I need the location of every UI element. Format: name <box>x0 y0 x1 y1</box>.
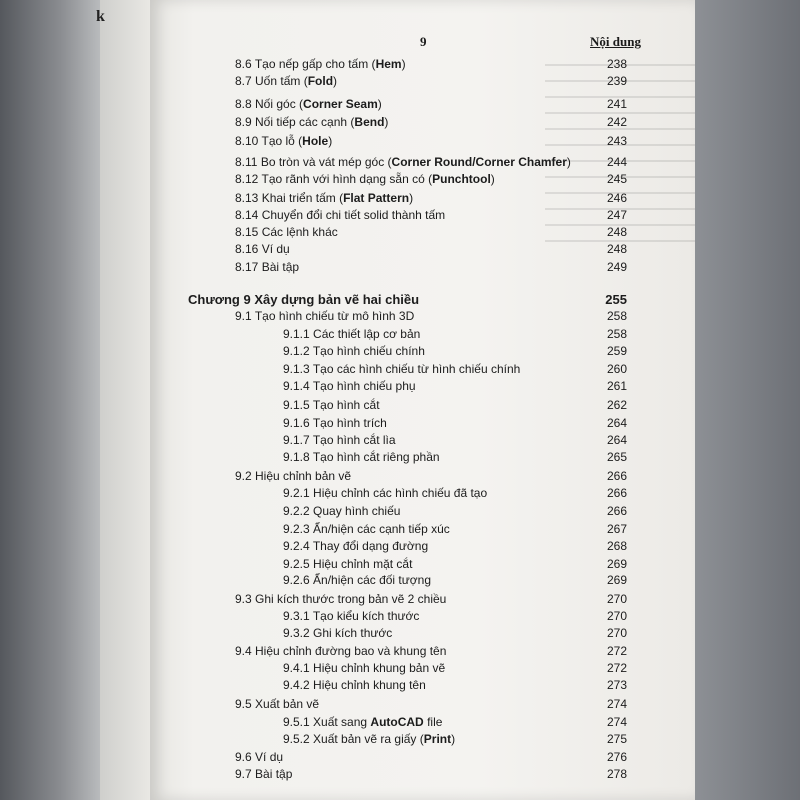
toc-row <box>235 765 627 783</box>
toc-entry-title <box>283 624 392 642</box>
toc-entry-title <box>283 520 450 538</box>
toc-entry-tail: ) <box>451 732 456 746</box>
toc-entry-title <box>235 153 571 171</box>
toc-entry-text: Hiệu chỉnh bản vẽ <box>255 469 352 483</box>
toc-row <box>235 189 627 207</box>
toc-row <box>283 448 627 466</box>
toc-row <box>235 258 627 276</box>
toc-entry-text: Quay hình chiếu <box>313 504 401 518</box>
toc-page-number: 269 <box>606 557 627 571</box>
toc-page-number: 258 <box>606 327 627 341</box>
toc-row <box>235 467 627 485</box>
toc-entry-number: 9.7 <box>235 767 256 781</box>
toc-entry-title <box>235 55 406 73</box>
toc-entry-text: Khai triển tấm ( <box>261 191 344 205</box>
toc-entry-keyword: AutoCAD <box>370 715 424 729</box>
toc-entry-title <box>283 659 445 677</box>
toc-entry-tail: ) <box>409 191 414 205</box>
toc-row <box>235 307 627 325</box>
toc-entry-tail: file <box>423 715 443 729</box>
toc-row <box>283 537 627 555</box>
toc-entry-tail: ) <box>328 134 333 148</box>
toc-page-number: 270 <box>606 592 627 606</box>
toc-entry-tail: ) <box>377 97 382 111</box>
toc-page-number: 243 <box>606 134 627 148</box>
toc-entry-title <box>235 695 319 713</box>
toc-entry-number: 9.4.2 <box>283 678 314 692</box>
toc-entry-number: 9.1.7 <box>283 433 313 447</box>
toc-entry-keyword: Fold <box>307 74 334 88</box>
toc-entry-keyword: Hem <box>375 57 402 71</box>
toc-entry-title <box>283 414 387 432</box>
toc-entry-text: Ví dụ <box>261 242 290 256</box>
toc-row <box>283 624 627 642</box>
toc-page-number: 264 <box>606 433 627 447</box>
toc-entry-number: 8.6 <box>235 57 255 71</box>
toc-page-number: 262 <box>606 398 627 412</box>
toc-entry-title <box>235 258 299 276</box>
toc-entry-text: Chuyển đổi chi tiết solid thành tấm <box>261 208 446 222</box>
toc-page-number: 247 <box>606 208 627 222</box>
toc-entry-text: Hiệu chỉnh mặt cắt <box>313 557 413 571</box>
toc-entry-text: Nối tiếp các cạnh ( <box>255 115 355 129</box>
toc-row <box>235 223 627 241</box>
toc-entry-tail: ) <box>401 57 406 71</box>
toc-entry-text: Xuất bản vẽ ra giấy ( <box>313 732 424 746</box>
toc-row <box>283 607 627 625</box>
toc-entry-text: Hiệu chỉnh khung bản vẽ <box>313 661 446 675</box>
toc-row <box>235 206 627 224</box>
toc-row <box>235 590 627 608</box>
toc-entry-title <box>283 377 416 395</box>
toc-entry-title <box>283 502 400 520</box>
toc-entry-number: 9.1.6 <box>283 416 313 430</box>
toc-entry-number: 9.1.4 <box>283 379 313 393</box>
toc-entry-number: 9.3.1 <box>283 609 313 623</box>
toc-entry-title <box>283 360 520 378</box>
toc-entry-number: 9.1 <box>235 309 255 323</box>
toc-page-number: 258 <box>606 309 627 323</box>
toc-entry-title <box>283 676 426 694</box>
toc-entry-text: Bo tròn và vát mép góc ( <box>260 155 392 169</box>
toc-entry-number: 9.6 <box>235 750 256 764</box>
toc-entry-keyword: Print <box>423 732 452 746</box>
toc-entry-number: Chương 9 <box>188 292 255 307</box>
page-number: 9 <box>420 34 427 49</box>
previous-page-edge <box>100 0 150 800</box>
toc-page-number: 248 <box>606 242 627 256</box>
toc-entry-title <box>235 748 283 766</box>
toc-row <box>235 240 627 258</box>
toc-entry-text: Hiệu chỉnh khung tên <box>313 678 426 692</box>
toc-entry-text: Các thiết lập cơ bản <box>313 327 421 341</box>
toc-entry-text: Thay đổi dạng đường <box>312 539 429 553</box>
toc-page-number: 245 <box>606 172 627 186</box>
toc-page-number: 260 <box>606 362 627 376</box>
toc-entry-number: 8.7 <box>235 74 256 88</box>
toc-entry-title <box>283 484 487 502</box>
spine-mark: k <box>96 8 105 25</box>
toc-page-number: 264 <box>606 416 627 430</box>
toc-page-number: 274 <box>606 697 627 711</box>
toc-entry-number: 9.5.2 <box>283 732 314 746</box>
toc-entry-text: Các lệnh khác <box>261 225 338 239</box>
toc-entry-title <box>235 72 337 90</box>
toc-page-number: 268 <box>606 539 627 553</box>
toc-entry-number: 9.5 <box>235 697 256 711</box>
toc-entry-text: Tạo hình cắt lìa <box>312 433 396 447</box>
toc-row <box>283 414 627 432</box>
toc-entry-number: 9.4 <box>235 644 256 658</box>
toc-entry-text: Tạo hình cắt <box>312 398 380 412</box>
toc-entry-keyword: Corner Round/Corner Chamfer <box>391 155 567 169</box>
toc-entry-number: 9.1.5 <box>283 398 313 412</box>
toc-row <box>235 153 627 171</box>
toc-entry-title <box>283 325 420 343</box>
page-shadow <box>695 0 800 800</box>
toc-page-number: 266 <box>606 504 627 518</box>
toc-row <box>235 72 627 90</box>
toc-page-number: 246 <box>606 191 627 205</box>
toc-row <box>283 431 627 449</box>
toc-entry-text: Hiệu chỉnh các hình chiếu đã tạo <box>313 486 488 500</box>
toc-page-number: 259 <box>606 344 627 358</box>
toc-row <box>235 55 627 73</box>
toc-entry-number: 9.2.2 <box>283 504 314 518</box>
page-header <box>150 30 695 50</box>
toc-entry-text: Nối góc ( <box>255 97 304 111</box>
toc-entry-tail: ) <box>333 74 338 88</box>
toc-entry-title <box>283 537 428 555</box>
toc-entry-text: Xuất sang <box>313 715 371 729</box>
toc-entry-text: Bài tập <box>255 767 293 781</box>
toc-page-number: 266 <box>606 486 627 500</box>
toc-entry-tail: ) <box>490 172 495 186</box>
toc-entry-title <box>283 448 440 466</box>
toc-row <box>283 342 627 360</box>
toc-entry-text: Tạo kiểu kích thước <box>312 609 420 623</box>
toc-entry-text: Xây dựng bản vẽ hai chiều <box>254 292 420 307</box>
toc-entry-text: Tạo rãnh với hình dạng sẵn có ( <box>261 172 433 186</box>
toc-entry-number: 9.4.1 <box>283 661 314 675</box>
toc-entry-number: 8.11 <box>235 155 261 169</box>
toc-page-number: 266 <box>606 469 627 483</box>
toc-row <box>283 730 627 748</box>
toc-page-number: 278 <box>606 767 627 781</box>
toc-page-number: 270 <box>606 609 627 623</box>
toc-entry-title <box>235 206 445 224</box>
toc-entry-text: Bài tập <box>261 260 300 274</box>
toc-page-number: 261 <box>606 379 627 393</box>
toc-entry-keyword: Hole <box>302 134 329 148</box>
toc-entry-text: Tạo hình chiếu chính <box>312 344 425 358</box>
toc-entry-text: Ghi kích thước <box>313 626 393 640</box>
toc-page-number: 249 <box>606 260 627 274</box>
toc-entry-title <box>283 607 419 625</box>
toc-entry-number: 9.1.1 <box>283 327 314 341</box>
toc-row <box>235 132 627 150</box>
toc-entry-number: 9.2.5 <box>283 557 314 571</box>
toc-entry-text: Tạo nếp gấp cho tấm ( <box>254 57 376 71</box>
toc-entry-text: Ghi kích thước trong bản vẽ 2 chiều <box>255 592 447 606</box>
toc-page-number: 241 <box>606 97 627 111</box>
toc-entry-number: 9.1.3 <box>283 362 313 376</box>
toc-entry-number: 8.15 <box>235 225 262 239</box>
toc-row <box>283 571 627 589</box>
toc-entry-text: Tạo hình chiếu từ mô hình 3D <box>254 309 415 323</box>
toc-entry-number: 8.13 <box>235 191 262 205</box>
toc-entry-text: Ẩn/hiện các đối tượng <box>313 573 432 587</box>
toc-page-number: 255 <box>605 292 627 307</box>
running-title: Nội dung <box>590 34 641 49</box>
toc-row <box>235 170 627 188</box>
toc-row <box>283 520 627 538</box>
toc-entry-title <box>235 189 413 207</box>
toc-entry-number: 8.10 <box>235 134 262 148</box>
toc-row <box>235 113 627 131</box>
toc-entry-title <box>283 396 380 414</box>
toc-row <box>235 95 627 113</box>
toc-entry-title <box>235 170 495 188</box>
toc-page-number: 275 <box>606 732 627 746</box>
toc-page-number: 265 <box>606 450 627 464</box>
toc-entry-number: 9.2 <box>235 469 256 483</box>
toc-entry-number: 9.2.4 <box>283 539 313 553</box>
toc-entry-title <box>283 713 442 731</box>
toc-entry-text: Xuất bản vẽ <box>255 697 320 711</box>
toc-entry-number: 8.17 <box>235 260 262 274</box>
toc-page-number: 270 <box>606 626 627 640</box>
toc-page-number: 276 <box>606 750 627 764</box>
toc-entry-number: 9.3 <box>235 592 256 606</box>
toc-page-number: 248 <box>606 225 627 239</box>
toc-entry-title <box>235 95 382 113</box>
toc-entry-number: 8.8 <box>235 97 256 111</box>
toc-page-number: 238 <box>606 57 627 71</box>
toc-entry-tail: ) <box>384 115 389 129</box>
toc-entry-number: 9.1.8 <box>283 450 313 464</box>
toc-entry-text: Uốn tấm ( <box>255 74 308 88</box>
toc-entry-title <box>283 342 425 360</box>
toc-entry-number: 8.14 <box>235 208 262 222</box>
toc-entry-number: 8.16 <box>235 242 262 256</box>
toc-entry-text: Tạo hình chiếu phụ <box>312 379 416 393</box>
toc-entry-keyword: Bend <box>354 115 385 129</box>
toc-entry-number: 9.3.2 <box>283 626 314 640</box>
toc-entry-text: Tạo lỗ ( <box>261 134 303 148</box>
toc-entry-number: 9.2.6 <box>283 573 314 587</box>
toc-entry-number: 9.5.1 <box>283 715 314 729</box>
toc-entry-title <box>235 240 290 258</box>
toc-entry-number: 8.12 <box>235 172 262 186</box>
toc-row <box>283 360 627 378</box>
toc-row <box>283 676 627 694</box>
toc-entry-tail: ) <box>566 155 571 169</box>
toc-entry-text: Ẩn/hiện các cạnh tiếp xúc <box>313 522 450 536</box>
toc-entry-title <box>235 642 446 660</box>
toc-row <box>283 325 627 343</box>
toc-entry-title <box>283 571 431 589</box>
toc-page-number: 273 <box>606 678 627 692</box>
toc-entry-text: Tạo hình trích <box>312 416 387 430</box>
toc-entry-keyword: Punchtool <box>432 172 491 186</box>
toc-entry-title <box>235 223 338 241</box>
toc-page-number: 272 <box>606 661 627 675</box>
toc-entry-keyword: Flat Pattern <box>343 191 410 205</box>
toc-entry-title <box>235 765 292 783</box>
toc-row <box>283 484 627 502</box>
toc-page-number: 244 <box>606 155 627 169</box>
toc-page-number: 274 <box>606 715 627 729</box>
toc-row <box>283 396 627 414</box>
toc-entry-text: Ví dụ <box>255 750 284 764</box>
toc-entry-text: Tạo các hình chiếu từ hình chiếu chính <box>312 362 521 376</box>
toc-entry-title <box>235 132 332 150</box>
toc-page-number: 239 <box>606 74 627 88</box>
toc-entry-number: 9.2.3 <box>283 522 314 536</box>
toc-entry-title <box>283 730 455 748</box>
toc-entry-title <box>235 113 388 131</box>
toc-page-number: 267 <box>606 522 627 536</box>
toc-row <box>283 659 627 677</box>
toc-page-number: 242 <box>606 115 627 129</box>
toc-row <box>283 713 627 731</box>
toc-page-number: 269 <box>606 573 627 587</box>
toc-entry-number: 9.2.1 <box>283 486 314 500</box>
toc-entry-number: 8.9 <box>235 115 256 129</box>
toc-entry-title <box>283 431 396 449</box>
toc-entry-title <box>235 307 414 325</box>
toc-entry-text: Hiệu chỉnh đường bao và khung tên <box>255 644 447 658</box>
toc-row <box>235 748 627 766</box>
toc-entry-keyword: Corner Seam <box>303 97 378 111</box>
toc-entry-text: Tạo hình cắt riêng phần <box>312 450 440 464</box>
toc-entry-title <box>235 590 446 608</box>
toc-entry-number: 9.1.2 <box>283 344 313 358</box>
toc-row <box>283 377 627 395</box>
toc-entry-title <box>235 467 351 485</box>
toc-page-number: 272 <box>606 644 627 658</box>
toc-row <box>235 695 627 713</box>
toc-row <box>235 642 627 660</box>
toc-row <box>283 502 627 520</box>
